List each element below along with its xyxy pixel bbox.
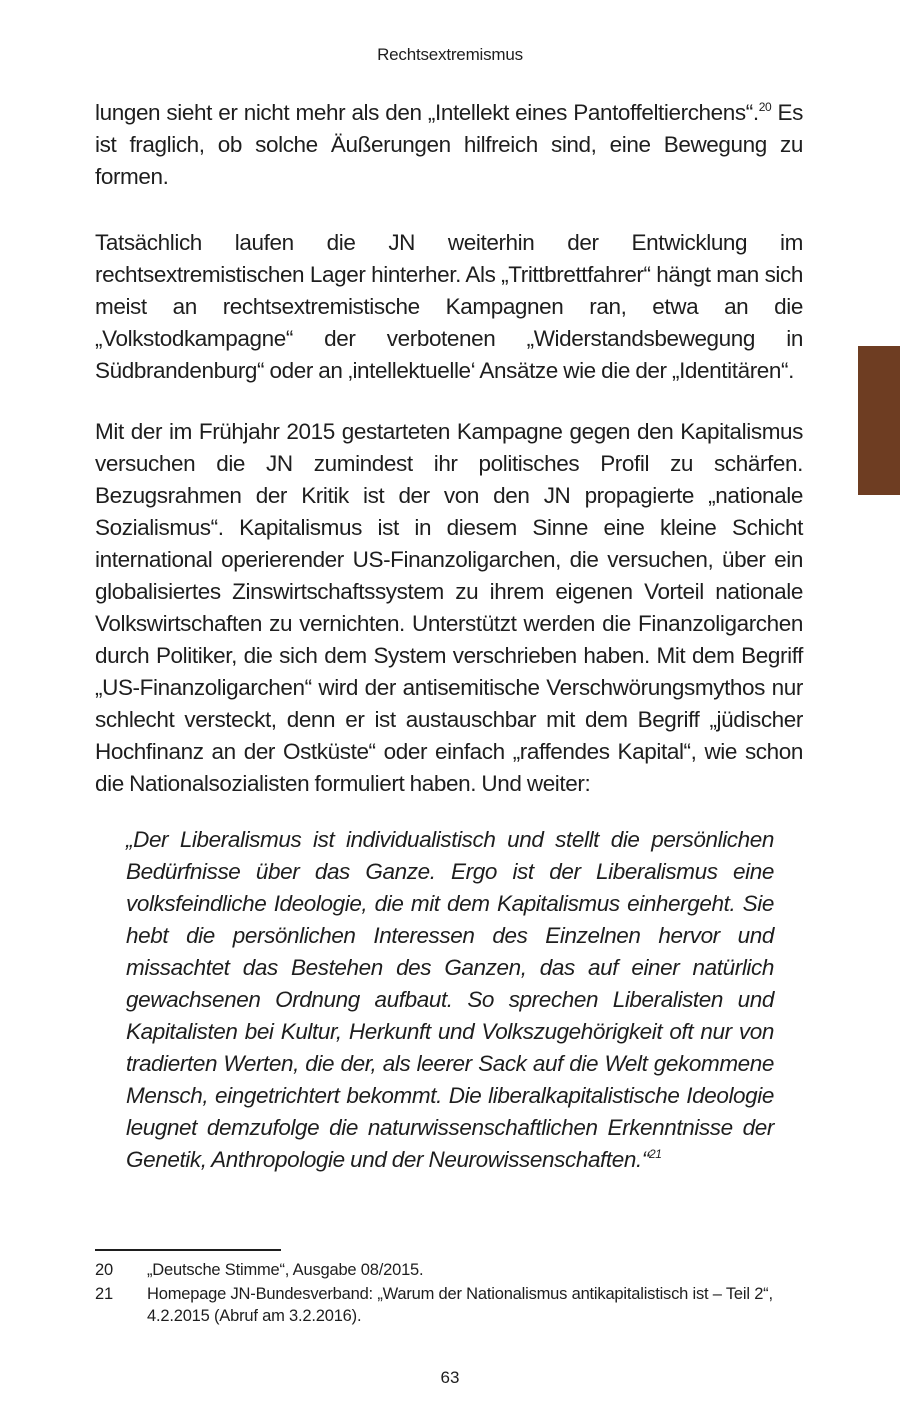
page-number: 63 [440, 1368, 460, 1387]
paragraph-3: Mit der im Frühjahr 2015 gestarteten Kampagne gegen den Kapitalismus versuchen die JN zumindest ihr politisches Profil zu schärfen. Bezugsrahmen der Kritik ist der von den JN propagierte „nationale Sozialismus“. Kapitalismus ist in diesem Sinne eine kleine Schicht international operierender US-Finanzoligarchen, die versuchen, über ein globalisiertes Zinswirtschaftssystem zu ihrem eigenen Vorteil nationale Volkswirtschaften zu vernichten. Unterstützt werden die Finanzoligarchen durch Politiker, die sich dem System verschrieben haben. Mit dem Begriff „US-Finanzoligarchen“ wird der antisemitische Verschwörungsmythos nur schlecht versteckt, denn er ist austauschbar mit dem Begriff „jüdischer Hochfinanz an der Ostküste“ oder einfach „raffendes Kapital“, wie schon die Nationalsozialisten formuliert haben. Und weiter: [95, 419, 803, 796]
footnote-ref-21: 21 [648, 1147, 662, 1161]
paragraph-1 [95, 97, 803, 193]
footnote-text: Homepage JN-Bundesverband: „Warum der Nationalismus antikapitalistisch ist – Teil 2“, 4.2.2015 (Abruf am 3.2.2016). [147, 1285, 773, 1325]
block-quote [126, 824, 774, 1176]
paragraph-2: Tatsächlich laufen die JN weiterhin der Entwicklung im rechtsextremistischen Lager hinterher. Als „Trittbrettfahrer“ hängt man sich meist an rechtsextremistische Kampagnen ran, etwa an die „Volkstodkampagne“ der verbotenen „Widerstandsbewegung in Südbrandenburg“ oder an ‚intellektuelle‘ Ansätze wie die der „Identitären“. [95, 230, 803, 383]
footnote-20 [95, 1259, 803, 1281]
paragraph-1-text: lungen sieht er nicht mehr als den „Intellekt eines Pantoffeltierchens“. [95, 100, 759, 125]
footnote-ref-20: 20 [758, 100, 772, 114]
running-header: Rechtsextremismus [377, 45, 523, 64]
chapter-tab-marker [858, 346, 900, 495]
footnote-21 [95, 1283, 803, 1327]
block-quote-text: „Der Liberalismus ist individualistisch und stellt die persönlichen Bedürfnisse über das Ganze. Ergo ist der Liberalismus eine volksfeindliche Ideologie, die mit dem Kapitalismus einhergeht. Sie hebt die persönlichen Interessen des Einzelnen hervor und missachtet das Bestehen des Ganzen, das auf einer natürlich gewachsenen Ordnung aufbaut. So sprechen Liberalisten und Kapitalisten bei Kultur, Herkunft und Volkszugehörigkeit oft nur von tradierten Werten, die der, als leerer Sack auf die Welt gekommene Mensch, eingetrichtert bekommt. Die liberalkapitalistische Ideologie leugnet demzufolge die naturwissenschaftlichen Erkenntnisse der Genetik, Anthropologie und der Neurowissenschaften.“ [126, 827, 774, 1172]
footnote-number: 21 [95, 1285, 113, 1303]
footnote-number: 20 [95, 1261, 113, 1279]
footnote-text: „Deutsche Stimme“, Ausgabe 08/2015. [147, 1261, 424, 1279]
paragraph-1-tail: Es ist fraglich, ob solche Äußerungen hilfreich sind, eine Bewegung zu formen. [95, 100, 803, 189]
footnote-separator [95, 1249, 281, 1251]
